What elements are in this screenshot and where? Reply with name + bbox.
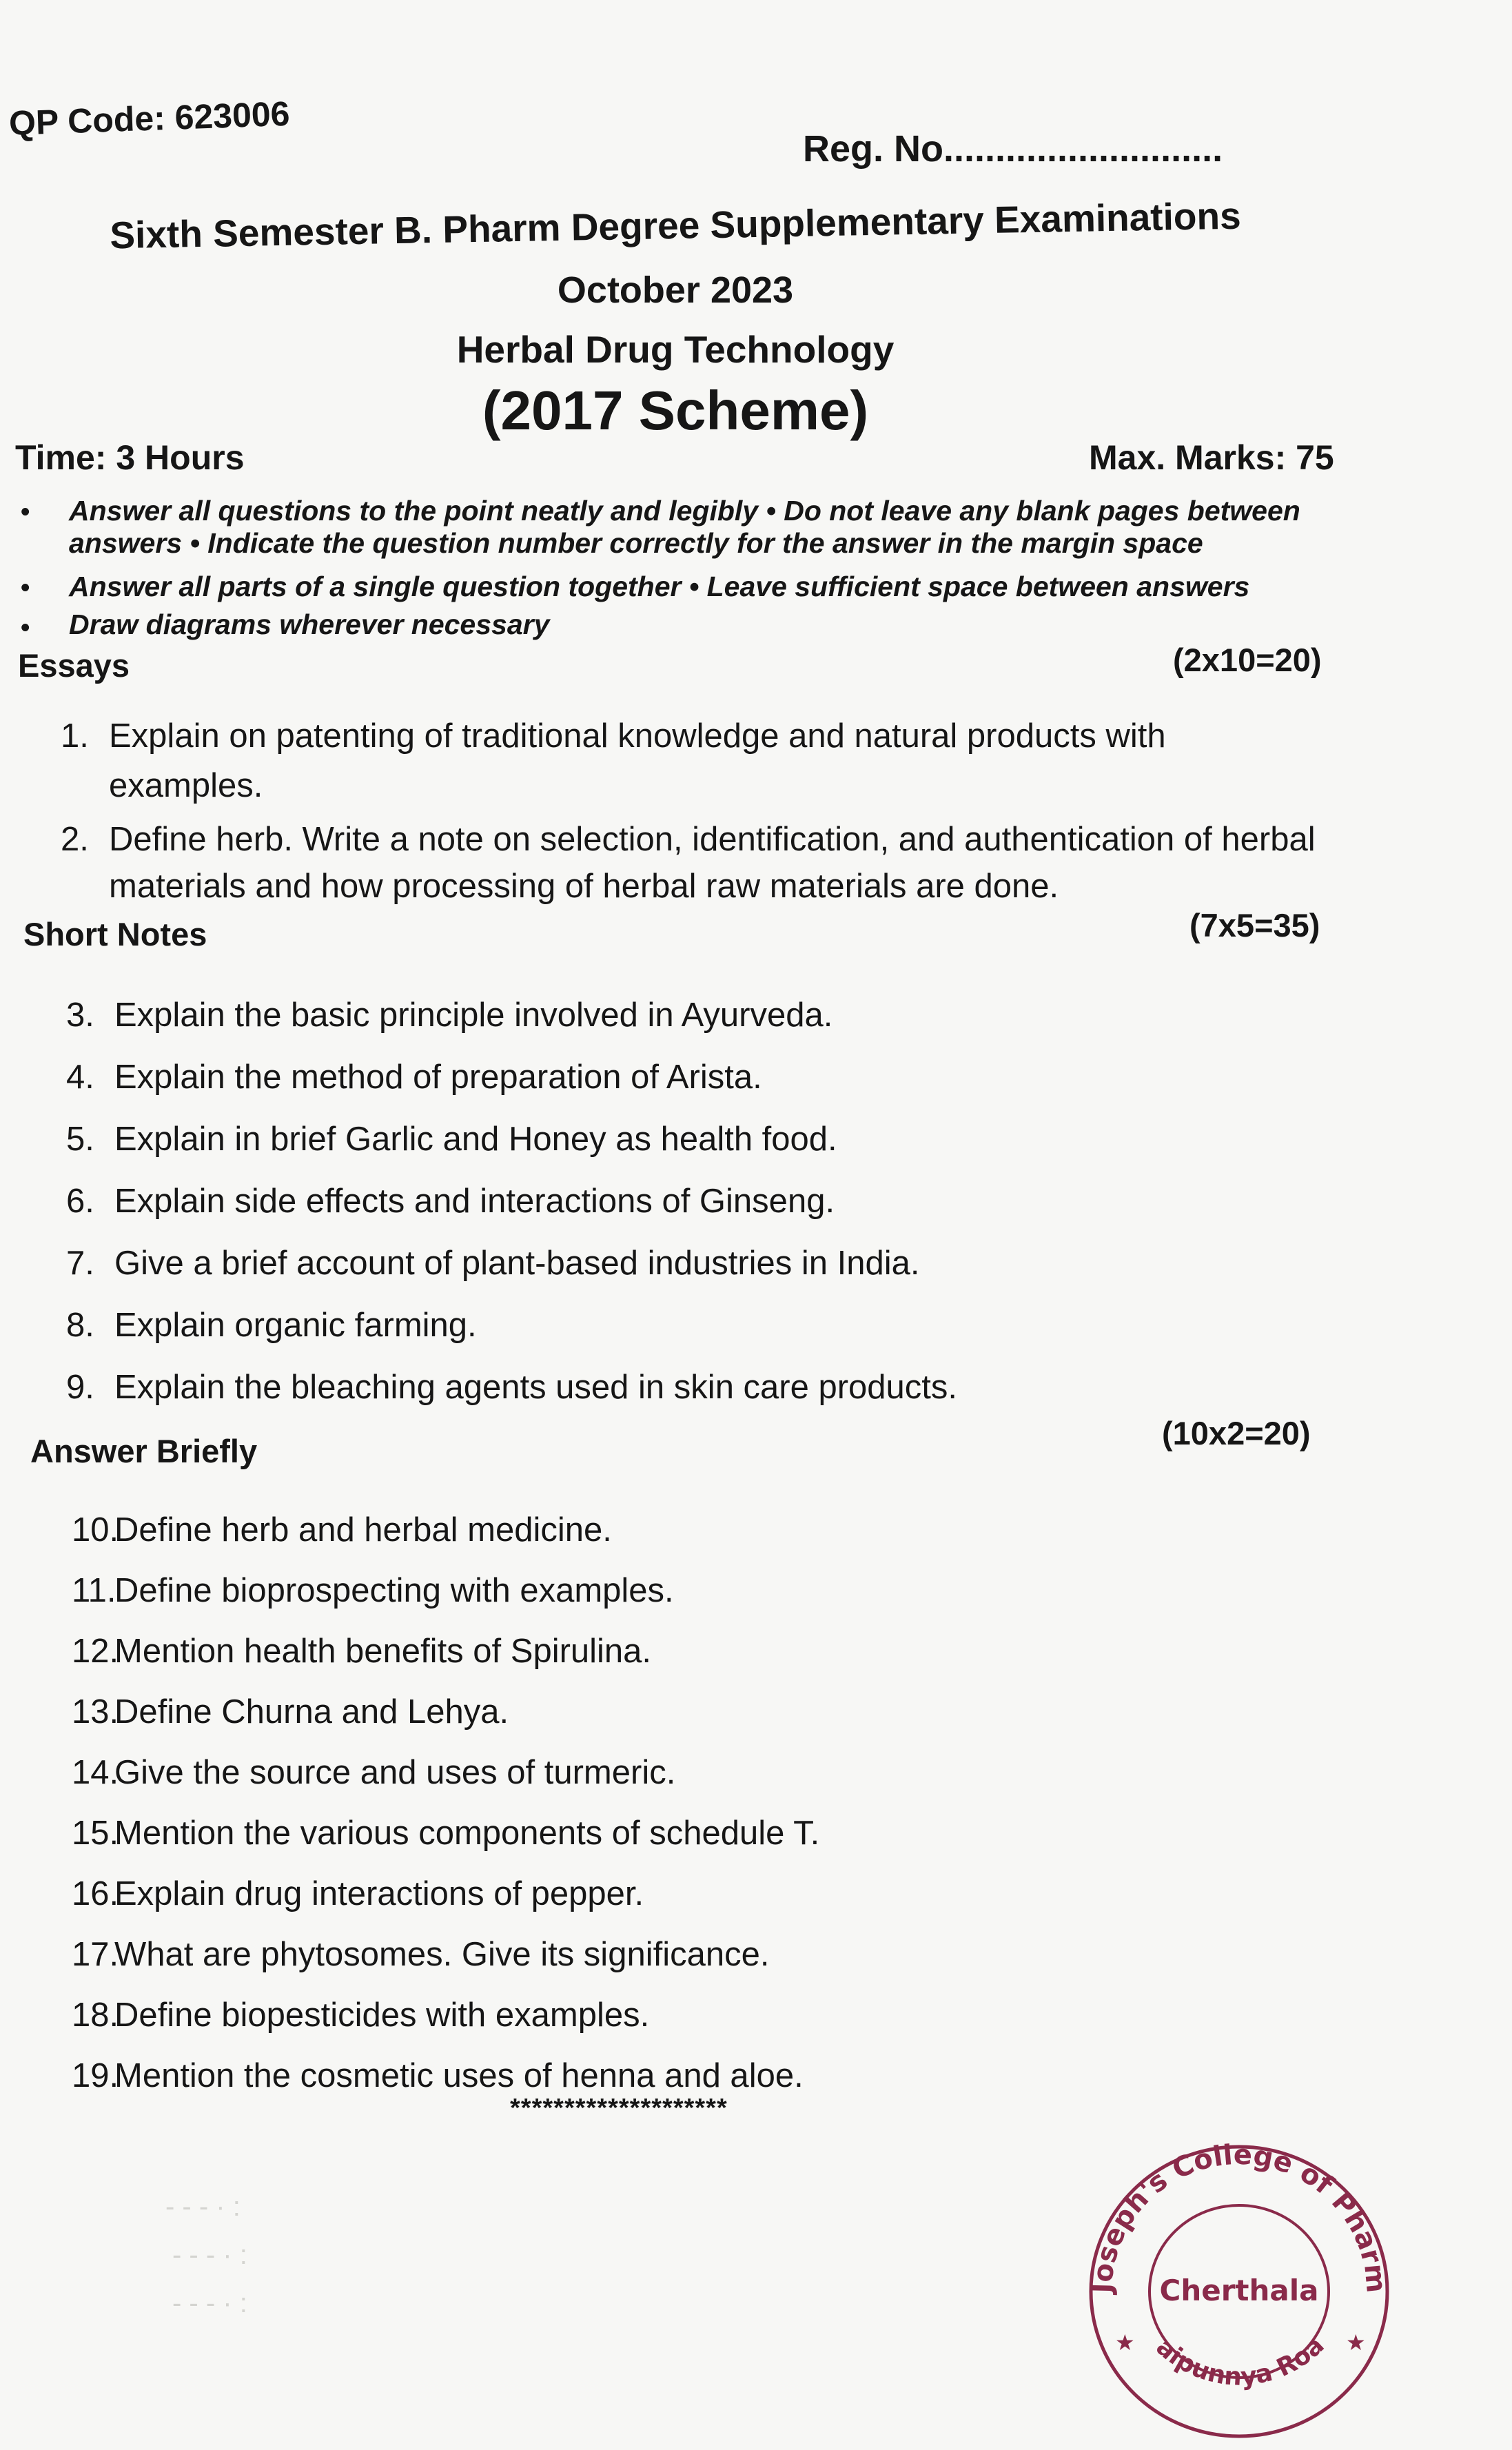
show-through-smudge: - - - · : xyxy=(165,2192,241,2222)
question-text: Define Churna and Lehya. xyxy=(114,1693,509,1731)
instruction-line: Answer all parts of a single question together • Leave sufficient space between answers xyxy=(69,571,1250,602)
question-number: 13. xyxy=(72,1693,119,1731)
question-number: 4. xyxy=(66,1059,94,1096)
question-text: Mention the various components of schedule T. xyxy=(114,1815,820,1852)
section-title-short-notes: Short Notes xyxy=(23,916,207,952)
question-2-continued: materials and how processing of herbal raw materials are done. xyxy=(109,868,1059,905)
question-7 xyxy=(66,1244,920,1283)
section-marks-short-notes: (7x5=35) xyxy=(1189,907,1320,943)
question-text: Explain side effects and interactions of Ginseng. xyxy=(114,1183,835,1220)
question-text: Define bioprospecting with examples. xyxy=(114,1572,674,1609)
star-icon: ★ xyxy=(1115,2330,1135,2355)
question-text: Explain in brief Garlic and Honey as health food. xyxy=(114,1121,837,1158)
question-8 xyxy=(66,1306,477,1345)
section-marks-answer-briefly: (10x2=20) xyxy=(1162,1415,1311,1451)
question-text: Explain on patenting of traditional knowledge and natural products with xyxy=(109,717,1166,755)
show-through-smudge: - - - · : xyxy=(172,2240,247,2270)
question-2 xyxy=(61,820,1316,859)
question-text: Give a brief account of plant-based industries in India. xyxy=(114,1245,920,1282)
question-3 xyxy=(66,996,832,1034)
exam-date: October 2023 xyxy=(557,269,794,311)
question-16 xyxy=(72,1875,644,1913)
question-number: 15. xyxy=(72,1815,119,1852)
bullet-icon: • xyxy=(21,613,30,642)
qp-code: QP Code: 623006 xyxy=(8,94,291,143)
question-text: What are phytosomes. Give its significance. xyxy=(114,1936,770,1973)
question-number: 11. xyxy=(72,1572,116,1609)
question-text: Explain the basic principle involved in Ayurveda. xyxy=(114,997,833,1034)
college-stamp xyxy=(1067,2116,1411,2447)
instruction-line: Answer all questions to the point neatly and legibly • Do not leave any blank pages between xyxy=(69,495,1300,527)
question-19 xyxy=(72,2056,804,2095)
question-text: Mention health benefits of Spirulina. xyxy=(114,1633,652,1670)
question-number: 16. xyxy=(72,1875,119,1912)
question-6 xyxy=(66,1182,835,1221)
question-11 xyxy=(72,1571,674,1610)
stamp-center-text: Cherthala xyxy=(1159,2274,1319,2307)
scheme: (2017 Scheme) xyxy=(482,380,869,441)
bullet-icon: • xyxy=(21,498,30,527)
star-icon: ★ xyxy=(1346,2330,1366,2355)
bullet-icon: • xyxy=(21,573,30,602)
max-marks: Max. Marks: 75 xyxy=(1089,438,1334,477)
time-allowed: Time: 3 Hours xyxy=(15,438,245,477)
question-12 xyxy=(72,1632,651,1671)
question-text: Explain drug interactions of pepper. xyxy=(114,1875,644,1912)
instruction-line: Draw diagrams wherever necessary xyxy=(69,609,550,640)
question-15 xyxy=(72,1814,819,1852)
section-title-answer-briefly: Answer Briefly xyxy=(30,1433,258,1469)
section-marks-essays: (2x10=20) xyxy=(1173,642,1322,678)
question-10 xyxy=(72,1511,612,1549)
question-number: 17. xyxy=(72,1936,119,1973)
question-number: 3. xyxy=(66,997,94,1034)
end-marker: ******************** xyxy=(510,2094,728,2123)
question-number: 1. xyxy=(61,717,89,755)
question-number: 9. xyxy=(66,1369,94,1406)
question-number: 7. xyxy=(66,1245,94,1282)
question-14 xyxy=(72,1753,675,1792)
question-number: 8. xyxy=(66,1307,94,1344)
question-18 xyxy=(72,1996,649,2034)
reg-no: Reg. No........................... xyxy=(803,128,1223,170)
question-text: Give the source and uses of turmeric. xyxy=(114,1754,676,1791)
question-number: 14. xyxy=(72,1754,119,1791)
question-text: Explain organic farming. xyxy=(114,1307,477,1344)
question-text: Mention the cosmetic uses of henna and aloe. xyxy=(114,2057,804,2094)
instruction-line: answers • Indicate the question number correctly for the answer in the margin space xyxy=(69,527,1203,559)
question-5 xyxy=(66,1120,837,1158)
question-number: 18. xyxy=(72,1997,119,2034)
question-text: Define herb. Write a note on selection, identification, and authentication of herbal xyxy=(109,821,1316,858)
question-9 xyxy=(66,1368,957,1407)
question-number: 6. xyxy=(66,1183,94,1220)
question-number: 12. xyxy=(72,1633,119,1670)
subject-name: Herbal Drug Technology xyxy=(456,328,895,371)
question-number: 10. xyxy=(72,1511,119,1549)
question-text: Explain the bleaching agents used in skin care products. xyxy=(114,1369,958,1406)
question-1 xyxy=(61,717,1166,755)
section-title-essays: Essays xyxy=(18,647,130,684)
stamp-ring-text: Joseph's College of Pharm xyxy=(1086,2138,1392,2294)
question-text: Explain the method of preparation of Arista. xyxy=(114,1059,762,1096)
question-13 xyxy=(72,1693,509,1731)
show-through-smudge: - - - · : xyxy=(172,2288,247,2318)
exam-title: Sixth Semester B. Pharm Degree Supplementary Examinations xyxy=(109,194,1242,257)
question-number: 19. xyxy=(72,2057,119,2094)
question-text: Define biopesticides with examples. xyxy=(114,1997,650,2034)
stamp-graphic xyxy=(1067,2116,1411,2447)
question-number: 2. xyxy=(61,821,89,858)
question-4 xyxy=(66,1058,762,1096)
question-text: Define herb and herbal medicine. xyxy=(114,1511,612,1549)
stamp-bottom-text: aipunnya Roa xyxy=(1150,2331,1330,2391)
question-17 xyxy=(72,1935,769,1974)
question-1-continued: examples. xyxy=(109,767,263,804)
question-number: 5. xyxy=(66,1121,94,1158)
